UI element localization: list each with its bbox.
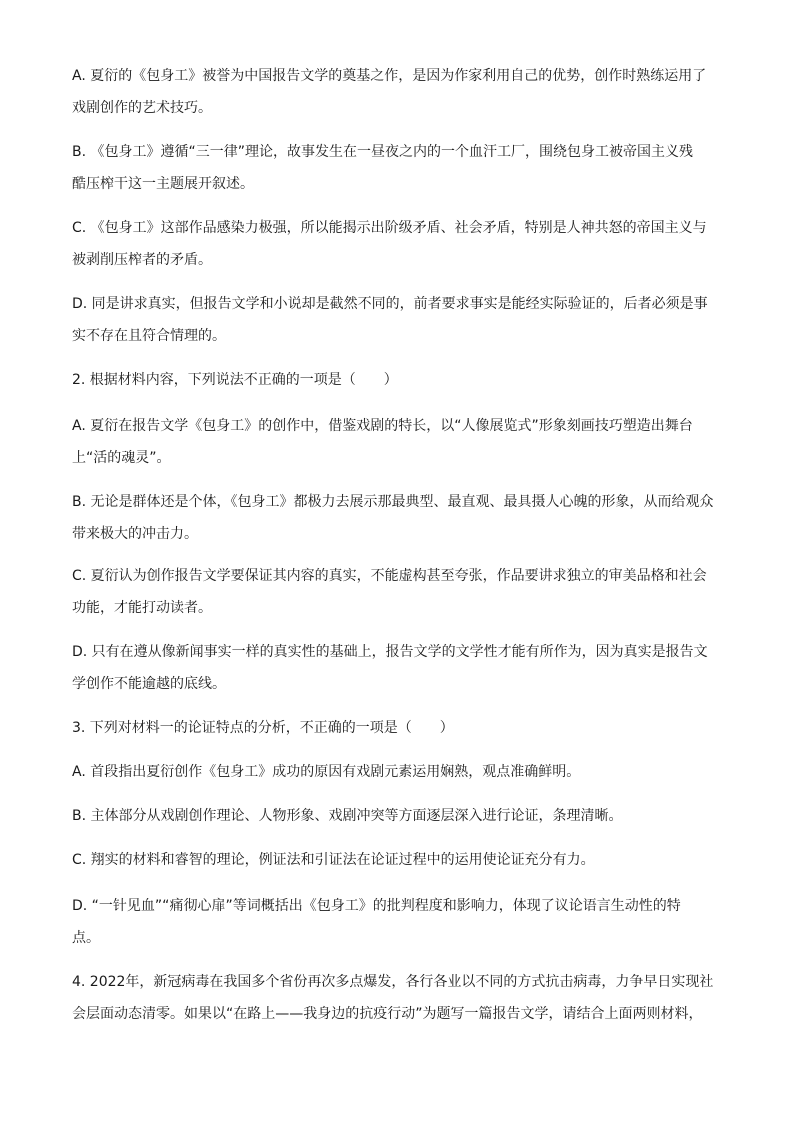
question-2 (72, 364, 722, 396)
option-a-q2 (72, 410, 722, 474)
option-d-q1 (72, 288, 722, 352)
text-line: A. 首段指出夏衍创作《包身工》成功的原因有戏剧元素运用娴熟，观点准确鲜明。 (72, 764, 581, 780)
option-a-q3 (72, 756, 722, 788)
option-d-q3 (72, 890, 722, 954)
text-line: 酷压榨干这一主题展开叙述。 (72, 176, 254, 192)
text-line: 点。 (72, 930, 100, 946)
text-line: B. 无论是群体还是个体，《包身工》都极力去展示那最典型、最直观、最具摄人心魄的形象，从而给观众 (72, 494, 714, 510)
question-4 (72, 966, 722, 1030)
text-line: A. 夏衍在报告文学《包身工》的创作中，借鉴戏剧的特长，以“人像展览式”形象刻画技巧塑造出舞台 (72, 418, 693, 434)
option-c-q2 (72, 560, 722, 624)
question-text: 3. 下列对材料一的论证特点的分析，不正确的一项是（ ） (72, 720, 454, 736)
text-line: D. “一针见血”“痛彻心扉”等词概括出《包身工》的批判程度和影响力，体现了议论语言生动性的特 (72, 898, 681, 914)
text-line: 学创作不能逾越的底线。 (72, 676, 226, 692)
text-line: 被剥削压榨者的矛盾。 (72, 252, 212, 268)
text-line: D. 同是讲求真实，但报告文学和小说却是截然不同的，前者要求事实是能经实际验证的，后者必须是事 (72, 296, 708, 312)
option-b-q3 (72, 800, 722, 832)
text-line: B. 主体部分从戏剧创作理论、人物形象、戏剧冲突等方面逐层深入进行论证，条理清晰。 (72, 808, 623, 824)
question-text: 2. 根据材料内容，下列说法不正确的一项是（ ） (72, 372, 398, 388)
text-line: 实不存在且符合情理的。 (72, 328, 226, 344)
text-line: 戏剧创作的艺术技巧。 (72, 100, 212, 116)
question-3 (72, 712, 722, 744)
option-c-q3 (72, 844, 722, 876)
text-line: 4. 2022年，新冠病毒在我国多个省份再次多点爆发，各行各业以不同的方式抗击病毒，力争早日实现社 (72, 974, 714, 990)
option-d-q2 (72, 636, 722, 700)
text-line: B. 《包身工》遵循“三一律”理论，故事发生在一昼夜之内的一个血汗工厂，围绕包身工被帝国主义残 (72, 144, 694, 160)
option-c-q1 (72, 212, 722, 276)
text-line: A. 夏衍的《包身工》被誉为中国报告文学的奠基之作，是因为作家利用自己的优势，创作时熟练运用了 (72, 68, 707, 84)
text-line: D. 只有在遵从像新闻事实一样的真实性的基础上，报告文学的文学性才能有所作为，因为真实是报告文 (72, 644, 708, 660)
text-line: C. 夏衍认为创作报告文学要保证其内容的真实，不能虚构甚至夸张，作品要讲求独立的审美品格和社会 (72, 568, 707, 584)
text-line: C. 翔实的材料和睿智的理论，例证法和引证法在论证过程中的运用使论证充分有力。 (72, 852, 595, 868)
option-b-q1 (72, 136, 722, 200)
text-line: 带来极大的冲击力。 (72, 526, 198, 542)
text-line: 会层面动态清零。如果以“在路上——我身边的抗疫行动”为题写一篇报告文学，请结合上面两则材料， (72, 1006, 703, 1022)
text-line: 功能，才能打动读者。 (72, 600, 212, 616)
text-line: 上“活的魂灵”。 (72, 450, 171, 466)
text-line: C. 《包身工》这部作品感染力极强，所以能揭示出阶级矛盾、社会矛盾，特别是人神共怒的帝国主义与 (72, 220, 707, 236)
option-b-q2 (72, 486, 722, 550)
option-a-q1 (72, 60, 722, 124)
